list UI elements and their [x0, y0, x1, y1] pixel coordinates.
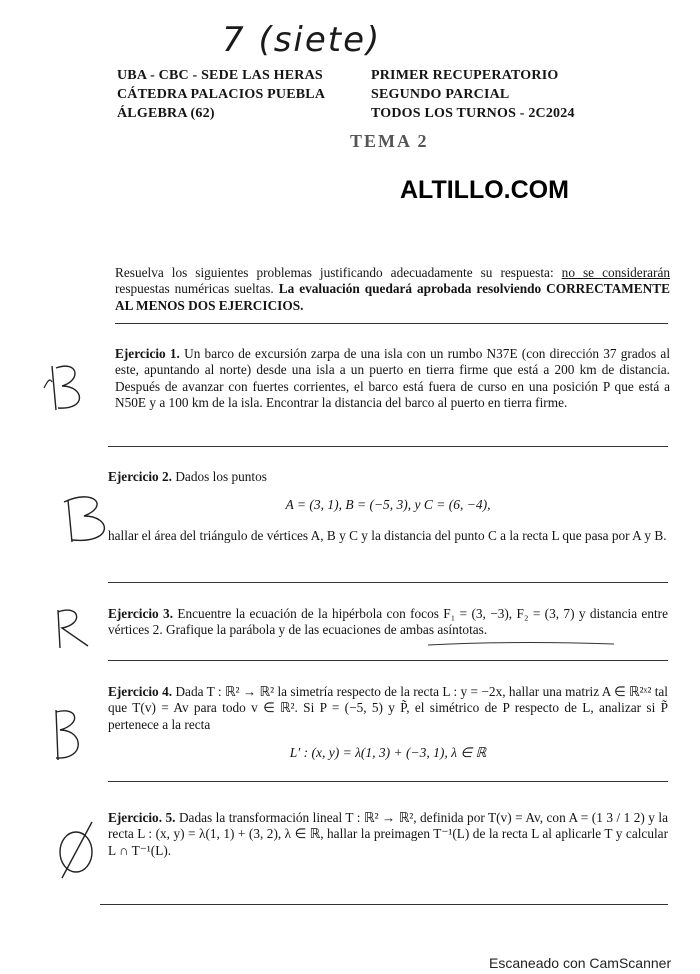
pen-underline	[426, 640, 616, 648]
header-right-line: TODOS LOS TURNOS - 2C2024	[371, 106, 575, 121]
header-right-line: SEGUNDO PARCIAL	[371, 87, 510, 102]
exercise-title: Ejercicio. 5.	[108, 810, 176, 825]
instructions-underlined: no se considerarán	[561, 265, 671, 280]
exercise-text: Dada T : ℝ² → ℝ² la simetría respecto de la recta L : y = −2x, hallar una matriz A ∈ ℝ²ˣ² tal que T(v) = Av para todo v ∈ ℝ². Si P = (−5, 5) y P̃, el simétrico de P respecto de L, analizar si P̃ pertenece a la recta	[108, 684, 668, 732]
handwritten-grade: 7 (siete)	[222, 20, 382, 60]
instructions-text: respuestas numéricas sueltas.	[115, 281, 279, 297]
header-right	[371, 66, 575, 123]
exercise-5	[108, 810, 668, 859]
exercise-text: Dadas la transformación lineal T : ℝ² → ℝ², definida por T(v) = Av, con A = (1 3 / 1 2) y la recta L : (x, y) = λ(1, 1) + (3, 2), λ ∈ ℝ, hallar la preimagen T⁻¹(L) de la recta L al aplicarle T y calcular L ∩ T⁻¹(L).	[108, 810, 668, 858]
divider	[115, 323, 668, 324]
header-left-line: ÁLGEBRA (62)	[117, 106, 215, 121]
exercise-3	[108, 606, 668, 639]
tema-title: TEMA 2	[350, 131, 429, 151]
grade-mark-empty	[52, 818, 104, 880]
divider	[108, 446, 668, 447]
exercise-text: Dados los puntos	[172, 469, 267, 484]
divider	[100, 904, 668, 905]
scanner-footer: Escaneado con CamScanner	[489, 955, 672, 971]
header-left-line: UBA - CBC - SEDE LAS HERAS	[117, 68, 323, 83]
watermark: ALTILLO.COM	[400, 176, 569, 204]
header-left	[117, 66, 325, 123]
exercise-text: hallar el área del triángulo de vértices A, B y C y la distancia del punto C a la recta L que pasa por A y B.	[108, 528, 667, 543]
divider	[108, 582, 668, 583]
exercise-formula: A = (3, 1), B = (−5, 3), y C = (6, −4),	[285, 497, 491, 512]
instructions-text: Resuelva los siguientes problemas justificando adecuadamente su respuesta:	[115, 265, 562, 280]
exercise-title: Ejercicio 2.	[108, 469, 172, 484]
exercise-2-text	[108, 528, 668, 544]
instructions	[115, 265, 670, 314]
header-right-line: PRIMER RECUPERATORIO	[371, 68, 559, 83]
exercise-title: Ejercicio 3.	[108, 606, 174, 621]
instructions-bold: La evaluación quedará aprobada resolviendo CORRECTAMENTE AL MENOS DOS EJERCICIOS.	[115, 281, 671, 313]
header-left-line: CÁTEDRA PALACIOS PUEBLA	[117, 87, 326, 102]
exercise-title: Ejercicio 4.	[108, 684, 173, 699]
exercise-2	[108, 469, 668, 485]
exercise-4	[108, 684, 668, 733]
exercise-text: Un barco de excursión zarpa de una isla con un rumbo N37E (con dirección 37 grados al este, apuntando al norte) desde una isla a un puerto en tierra firme que está a 200 km de distancia. Después de avanzar con fuertes corrientes, el barco está fuera de curso en una posición P que está a N50E y a 100 km de la isla. Encontrar la distancia del barco al puerto en tierra firme.	[115, 346, 671, 411]
exercise-formula: L′ : (x, y) = λ(1, 3) + (−3, 1), λ ∈ ℝ	[289, 745, 487, 760]
divider	[108, 660, 668, 661]
exercise-text: Encuentre la ecuación de la hipérbola con focos F₁ = (3, −3), F₂ = (3, 7) y distancia entre vértices 2. Grafique la parábola y de las ecuaciones de ambas asíntotas.	[108, 606, 669, 638]
grade-mark-b	[44, 704, 92, 764]
grade-mark-r	[48, 604, 98, 652]
exercise-title: Ejercicio 1.	[115, 346, 180, 361]
grade-mark-b	[38, 358, 98, 418]
divider	[108, 781, 668, 782]
exercise-1	[115, 346, 670, 412]
